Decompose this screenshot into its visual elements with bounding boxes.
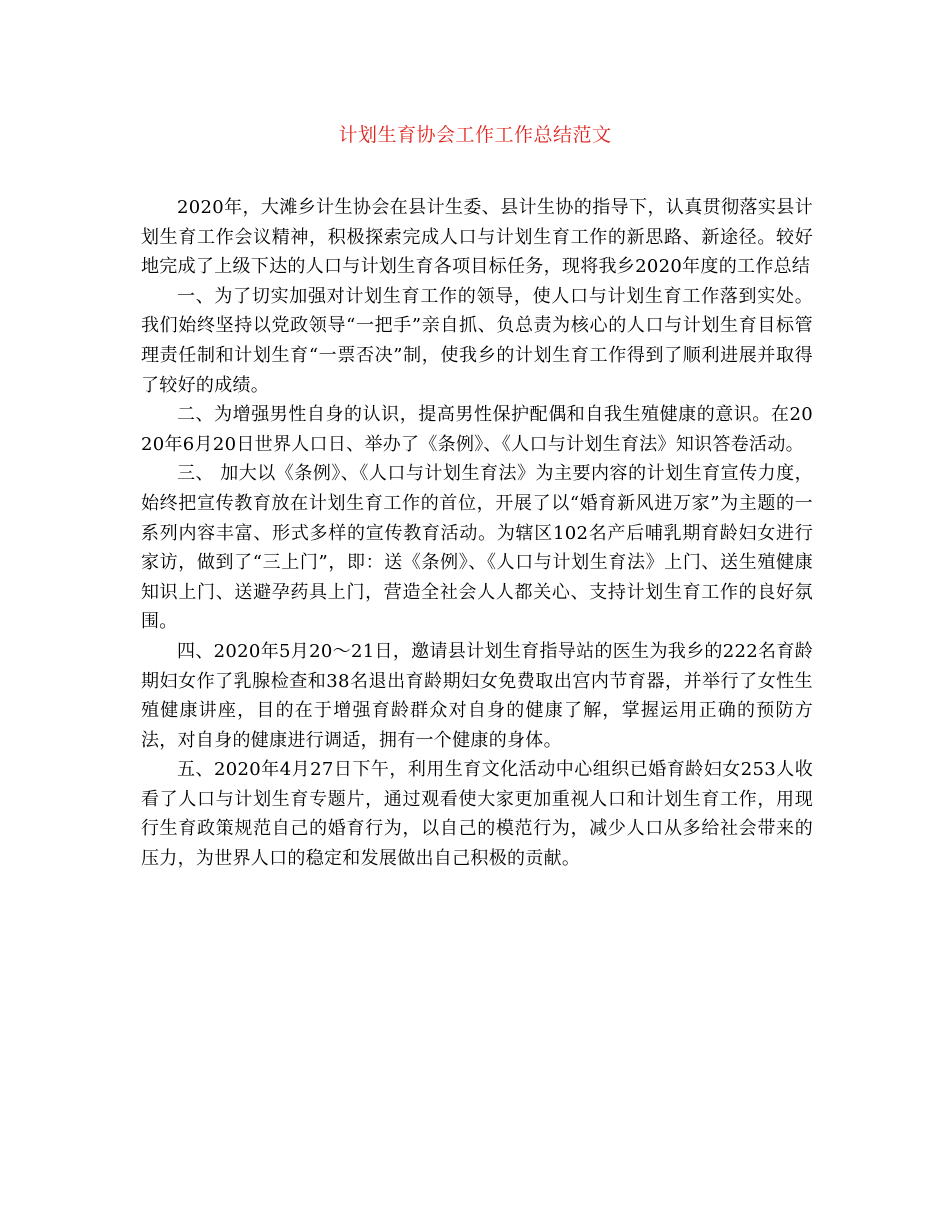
paragraph-section-5: 五、2020年4月27日下午，利用生育文化活动中心组织已婚育龄妇女253人收看了人口与计划生育专题片，通过观看使大家更加重视人口和计划生育工作，用现行生育政策规范自己的婚育行为，以自己的模范行为，减少人口从多给社会带来的压力，为世界人口的稳定和发展做出自己积极的贡献。	[141, 759, 813, 870]
paragraph-section-4: 四、2020年5月20～21日，邀请县计划生育指导站的医生为我乡的222名育龄期妇女作了乳腺检查和38名退出育龄期妇女免费取出宫内节育器，并举行了女性生殖健康讲座，目的在于增强育龄群众对自身的健康了解，掌握运用正确的预防方法，对自身的健康进行调适，拥有一个健康的身体。	[141, 640, 813, 751]
document-body	[141, 193, 813, 874]
paragraph-section-3: 三、 加大以《条例》、《人口与计划生育法》为主要内容的计划生育宣传力度，始终把宣传教育放在计划生育工作的首位，开展了以“婚育新风进万家”为主题的一系列内容丰富、形式多样的宣传教育活动。为辖区102名产后哺乳期育龄妇女进行家访，做到了“三上门”，即：送《条例》、《人口与计划生育法》上门、送生殖健康知识上门、送避孕药具上门，营造全社会人人都关心、支持计划生育工作的良好氛围。	[141, 463, 813, 633]
paragraph-section-2: 二、为增强男性自身的认识，提高男性保护配偶和自我生殖健康的意识。在2020年6月20日世界人口日、举办了《条例》、《人口与计划生育法》知识答卷活动。	[141, 404, 813, 455]
paragraph-section-1: 一、为了切实加强对计划生育工作的领导，使人口与计划生育工作落到实处。我们始终坚持以党政领导“一把手”亲自抓、负总责为核心的人口与计划生育目标管理责任制和计划生育“一票否决”制，使我乡的计划生育工作得到了顺利进展并取得了较好的成绩。	[141, 285, 813, 396]
paragraph-intro: 2020年，大滩乡计生协会在县计生委、县计生协的指导下，认真贯彻落实县计划生育工作会议精神，积极探索完成人口与计划生育工作的新思路、新途径。较好地完成了上级下达的人口与计划生育各项目标任务，现将我乡2020年度的工作总结	[141, 197, 813, 278]
document-title: 计划生育协会工作工作总结范文	[338, 124, 612, 146]
